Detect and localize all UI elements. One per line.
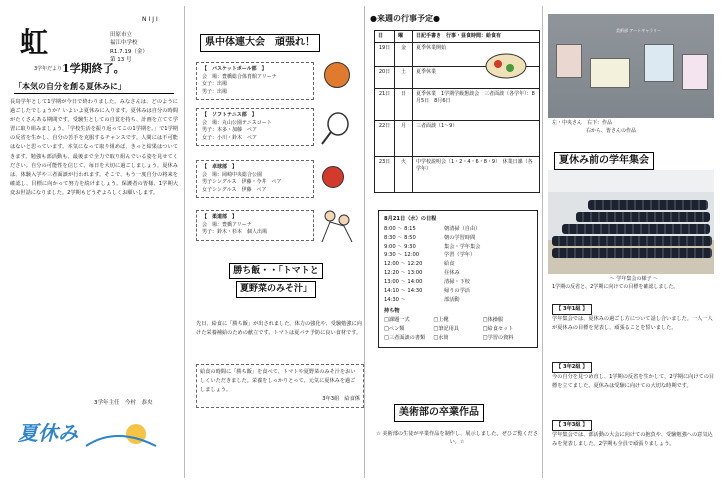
sports-line: 男子：本多・加藤 ペア	[202, 127, 258, 133]
timetable-activity: 朝清掃（自由）	[444, 225, 481, 232]
column-divider	[364, 6, 365, 478]
article-body: 長鳥学年として1学期が今日で終わりました。みなさんは、どのように過ごしたでしょうか？いよいよ夏休みに入ります。夏休みは自分の時間がたくさんある期間です。受験生としての自覚を持ち、計画を立てて学習に取り組みましょう。「学校生活を振り返ってこの1学期を。」で1学期の反省を生かし、自分の苦手を克服するチャンスです。人間には不可能はないと思っています。本気になって取り組めば、きっと結果はついてきます。勉強も部活動も、最後まで全力で取り組んでいる姿を見せてください。自分の可能性を信じて、毎日を大切に過ごしましょう。夏休みは、体験入学や三者面談が行われます。そこで、もう一度自分の将来を確認し、目標に向かって努力を続けましょう。保護者の皆様、1学期大変お世話になりました。2学期もどうぞよろしくお願いします。	[10, 99, 178, 196]
schedule-day: 19日	[375, 42, 395, 66]
sports-entry	[196, 62, 314, 100]
sports-line: 会 場：丸山公園テニスコート	[202, 119, 272, 126]
timetable-time: 12:00 ～ 12:20	[384, 261, 423, 268]
grade-note: 3学年だより	[34, 66, 63, 72]
schedule-header-row	[375, 31, 540, 43]
belongings-item: □筆記用具	[433, 326, 459, 333]
august-schedule-box	[378, 210, 538, 348]
assembly-photo	[548, 170, 714, 274]
timetable-time: 8:30 ～ 8:50	[384, 234, 416, 241]
schedule-weekday: 土	[395, 66, 413, 88]
issue-date: R1.7.19（金）	[110, 48, 148, 55]
assembly-caption-text: 1学期の反省と、2学期に向けての目標を確認しました。	[552, 283, 679, 290]
belongings-title: 持ち物	[384, 308, 400, 315]
class-report-text: 学年集会では、夏休みの過ごし方について話し合いました。一人一人が夏休みの目標を発表し、頑張ることを誓いました。	[552, 315, 713, 331]
belongings-item: □課題一式	[384, 317, 410, 324]
article-signature: 3学年主任 今村 恭央	[94, 400, 153, 406]
school-name-city: 田原市立	[110, 32, 133, 38]
schedule-day: 22日	[375, 120, 395, 156]
belongings-list	[384, 307, 532, 342]
school-info	[110, 31, 148, 64]
schedule-weekday: 月	[395, 120, 413, 156]
sports-line: 女子：出場	[202, 81, 228, 87]
column-schedule	[366, 0, 540, 484]
column-divider	[184, 6, 185, 478]
class-report-text: 学年集会では、部活動の大会に向けての抱負や、受験勉強への意気込みを発表しました。2学期も全員で頑張りましょう。	[552, 431, 713, 447]
page-subtitle: 「本気の自分を創る夏休みに」	[14, 82, 174, 94]
artwork-frame	[556, 44, 582, 78]
schedule-row	[375, 120, 540, 156]
school-name: 福江中学校	[110, 40, 138, 47]
assembly-caption-title: ～ 学年集会の様子 ～	[609, 276, 659, 282]
tennis-racket-icon	[318, 112, 352, 146]
kachimeshi-box-text: 給食の時間に「勝ち飯」を食べて、トマトや夏野菜のみそ汁をおいしくいただきました。栄養をしっかりとって、元気に夏休みを過ごしましょう。	[200, 369, 356, 394]
timetable-row	[384, 243, 532, 252]
artwork-frame	[590, 58, 630, 88]
belongings-item: □水筒	[433, 334, 449, 341]
belongings-item: □上靴	[433, 317, 449, 324]
kachimeshi-banner	[192, 262, 360, 299]
schedule-event: 夏季休業 1学期学級懇談会 三者面談（各学年）：8月5日 8月6日	[413, 88, 540, 120]
sports-line: 会 場：岡崎中央総合公園	[202, 171, 263, 178]
timetable-row	[384, 225, 532, 234]
timetable-activity: 集会・学年集会	[444, 243, 481, 250]
schedule-day: 23日	[375, 156, 395, 192]
timetable-row	[384, 296, 532, 305]
belongings-item: □ペン類	[384, 326, 405, 333]
timetable-time: 13:00 ～ 14:00	[384, 278, 423, 285]
belongings-item: □給食セット	[482, 326, 514, 333]
timetable-activity: 部活動	[444, 296, 460, 303]
art-club-banner: 美術部の卒業作品	[394, 404, 484, 422]
sports-line: 男子シングルス 伊藤・今井 ペア	[202, 179, 282, 185]
schedule-header-cell: 曜	[395, 31, 413, 43]
timetable-activity: 給食	[444, 261, 455, 268]
issue-number: 第 13 号	[110, 56, 132, 63]
timetable-activity: 帰りの学活	[444, 287, 470, 294]
sports-line: 会 場：豊橋総合体育館アリーナ	[202, 73, 277, 80]
gallery-caption-line: 右から、皆さんの作品	[586, 127, 637, 134]
column-divider	[542, 6, 543, 478]
sports-event-title: 【 ソフトテニス部 】	[202, 112, 257, 118]
kachimeshi-box	[196, 364, 364, 408]
page-title: 1学期終了。	[62, 62, 125, 75]
schedule-weekday: 金	[395, 42, 413, 66]
schedule-title: ●来週の行事予定●	[370, 14, 440, 23]
art-club-note: ☆ 美術部の生徒が卒業作品を制作し、展示しました。ぜひご覧ください。☆	[376, 431, 538, 446]
schedule-event: 夏季休業	[413, 66, 540, 88]
schedule-row	[375, 88, 540, 120]
timetable-time: 14:30 ～	[384, 296, 406, 303]
sports-line: 会 場：豊橋アリーナ	[202, 221, 252, 228]
class-report	[552, 304, 716, 333]
class-report-head: 【 3年2組 】	[552, 362, 592, 373]
schedule-weekday: 日	[395, 88, 413, 120]
schedule-weekday: 火	[395, 156, 413, 192]
assembly-caption	[552, 276, 716, 292]
artwork-frame	[682, 54, 708, 90]
sports-event-title: 【 バスケットボール部 】	[202, 66, 267, 72]
timetable-row	[384, 251, 532, 260]
belongings-item: □学習の資料	[482, 334, 514, 341]
timetable-activity: 清掃・下校	[444, 278, 470, 285]
summer-logo-text: 夏休み	[18, 421, 78, 445]
sports-entry	[196, 160, 314, 198]
sports-line: 女子シングルス 伊藤 ペア	[202, 186, 267, 193]
belongings-item: □体操服	[482, 317, 504, 324]
class-report-head: 【 3年1組 】	[552, 304, 592, 315]
column-assembly	[544, 0, 716, 484]
timetable-row	[384, 287, 532, 296]
timetable-activity: 朝の学習時間	[444, 234, 476, 241]
class-report-head: 【 3年3組 】	[552, 420, 592, 431]
class-report	[552, 420, 716, 449]
summer-decoration-icon	[76, 416, 166, 452]
kachimeshi-banner-line: 勝ち飯・・「トマトと	[229, 263, 323, 279]
timetable-time: 8:00 ～ 8:15	[384, 225, 416, 232]
timetable-activity: 学習（学年）	[444, 252, 476, 259]
lunch-bowl-icon	[484, 50, 528, 80]
artwork-frame	[644, 44, 674, 82]
schedule-event: 夏季休業開始	[413, 42, 540, 66]
schedule-row	[375, 156, 540, 192]
sports-line: 男子：出場	[202, 88, 228, 95]
kachimeshi-banner-line: 夏野菜のみそ汁」	[236, 281, 316, 297]
sports-event-title: 【 卓球部 】	[202, 164, 238, 170]
gallery-sign: 美術部 アートギャラリー	[616, 28, 662, 33]
basketball-icon	[324, 62, 350, 88]
kachimeshi-body: 先日、給食に「勝ち飯」が出されました。体力の強化や、受験勉強に向けた栄養補給のための献立です。トマトは夏バテ予防に良い食材です。	[196, 321, 362, 337]
sports-line: 女子：小川・鈴木 ペア	[202, 134, 258, 141]
timetable-row	[384, 234, 532, 243]
class-report	[552, 362, 716, 391]
schedule-day: 21日	[375, 88, 395, 120]
timetable-time: 12:20 ～ 13:00	[384, 270, 423, 277]
sports-event-title: 【 柔道部 】	[202, 214, 238, 220]
schedule-header-cell: 日	[375, 31, 395, 43]
sports-entry	[196, 210, 314, 241]
sports-line: 男子：鈴木・杉本 個人出場	[202, 229, 268, 235]
august-schedule-title: 8月21日（水）の日程	[384, 216, 437, 222]
kachimeshi-signature: 3年3組 給食係	[322, 396, 360, 403]
class-report-text: 今の自分を見つめ直し、1学期の反省を生かして、2学期に向けての目標を立てました。夏休みは受験に向けての大切な時期です。	[552, 373, 715, 389]
schedule-event: 三者面談（1～9）	[413, 120, 540, 156]
timetable-time: 9:00 ～ 9:30	[384, 243, 416, 250]
timetable-row	[384, 260, 532, 269]
timetable-row	[384, 269, 532, 278]
ping-pong-paddle-icon	[322, 166, 344, 188]
timetable-time: 14:10 ～ 14:30	[384, 287, 423, 294]
gallery-caption	[552, 120, 636, 136]
timetable-activity: 昼休み	[444, 270, 460, 277]
art-gallery-photo	[548, 14, 714, 118]
belongings-item: □三者面談の書類	[384, 334, 426, 341]
assembly-banner: 夏休み前の学年集会	[554, 152, 654, 170]
schedule-event: 中学校説明会（1・2・4・6・8・9） 休業日課（各学年）	[413, 156, 540, 192]
masthead-logo: 虹	[20, 26, 49, 59]
schedule-day: 20日	[375, 66, 395, 88]
sports-entry	[196, 108, 314, 146]
masthead-latin: NIJI	[142, 16, 160, 23]
judo-icon	[316, 206, 356, 246]
column-sports	[188, 0, 363, 484]
timetable-row	[384, 278, 532, 287]
gallery-caption-line: 左・中央さん 右下：作品	[552, 120, 613, 126]
timetable-time: 9:30 ～ 12:00	[384, 252, 420, 259]
sports-banner: 県中体連大会 頑張れ！	[200, 34, 320, 52]
schedule-header-cell: 日記手書き 行事・昼食時間：給食有	[413, 31, 540, 43]
